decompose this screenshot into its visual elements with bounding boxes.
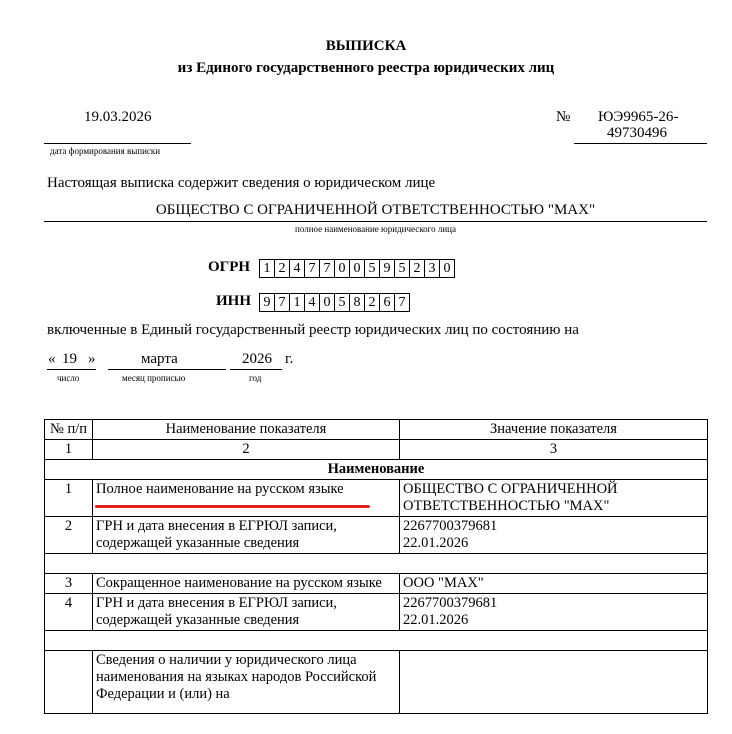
row-indicator-name: Сокращенное наименование на русском языке (93, 574, 400, 594)
ogrn-digit: 0 (349, 259, 365, 278)
row-number (45, 651, 93, 714)
extract-number-line1: ЮЭ9965-26- (598, 109, 679, 125)
grn-date: 22.01.2026 (403, 612, 469, 628)
extract-number-line2: 49730496 (607, 125, 667, 141)
spacer-row (45, 631, 708, 651)
intro-text: Настоящая выписка содержит сведения о юридическом лице (47, 175, 436, 191)
ogrn-cells (260, 259, 455, 278)
ogrn-digit: 5 (364, 259, 380, 278)
ogrn-digit: 0 (439, 259, 455, 278)
year-caption: год (249, 373, 262, 383)
inn-digit: 1 (289, 293, 305, 312)
year-suffix: г. (285, 351, 294, 367)
header-indicator-value: Значение показателя (400, 420, 708, 440)
extract-table (44, 419, 708, 714)
entity-full-name: ОБЩЕСТВО С ОГРАНИЧЕННОЙ ОТВЕТСТВЕННОСТЬЮ "МАХ" (155, 202, 596, 218)
spacer-cell (45, 631, 708, 651)
number-underline (574, 143, 707, 144)
ogrn-digit: 1 (259, 259, 275, 278)
inn-cells (260, 293, 410, 312)
entity-name-caption: полное наименование юридического лица (295, 224, 456, 234)
table-row (45, 651, 708, 714)
inn-digit: 8 (349, 293, 365, 312)
day-underline (47, 369, 96, 370)
header-number: № п/п (45, 420, 93, 440)
as-of-day: 19 (62, 351, 77, 367)
row-indicator-name: Сведения о наличии у юридического лица наименования на языках народов Российской Федерации и (или) на (93, 651, 400, 714)
as-of-year: 2026 (242, 351, 272, 367)
inn-digit: 2 (364, 293, 380, 312)
table-row (45, 480, 708, 517)
row-indicator-name: ГРН и дата внесения в ЕГРЮЛ записи, содержащей указанные сведения (93, 594, 400, 631)
entity-name-underline (44, 221, 707, 222)
row-number: 2 (45, 517, 93, 554)
number-sign: № (556, 109, 571, 125)
ogrn-digit: 2 (274, 259, 290, 278)
document-subtitle: из Единого государственного реестра юридических лиц (177, 60, 555, 76)
ogrn-digit: 4 (289, 259, 305, 278)
as-of-month: марта (141, 351, 178, 367)
date-underline (44, 143, 191, 144)
inn-digit: 4 (304, 293, 320, 312)
inn-digit: 7 (394, 293, 410, 312)
table-header-row (45, 420, 708, 440)
spacer-row (45, 554, 708, 574)
month-caption: месяц прописью (122, 373, 186, 383)
row-indicator-value (400, 594, 708, 631)
inn-digit: 9 (259, 293, 275, 312)
grn-value: 2267700379681 (403, 595, 498, 611)
date-caption: дата формирования выписки (50, 146, 161, 156)
inn-label: ИНН (216, 293, 252, 309)
column-number-2: 2 (93, 440, 400, 460)
ogrn-digit: 7 (319, 259, 335, 278)
row-indicator-name: Полное наименование на русском языке (93, 480, 400, 517)
month-underline (108, 369, 226, 370)
section-row (45, 460, 708, 480)
inn-digit: 0 (319, 293, 335, 312)
state-text: включенные в Единый государственный реестр юридических лиц по состоянию на (47, 322, 579, 338)
inn-digit: 7 (274, 293, 290, 312)
inn-digit: 6 (379, 293, 395, 312)
table-row (45, 517, 708, 554)
ogrn-digit: 9 (379, 259, 395, 278)
red-highlight-underline (95, 505, 370, 508)
row-indicator-value: ООО "МАХ" (400, 574, 708, 594)
section-title: Наименование (45, 460, 708, 480)
header-indicator-name: Наименование показателя (93, 420, 400, 440)
inn-digit: 5 (334, 293, 350, 312)
ogrn-digit: 3 (424, 259, 440, 278)
table-numbering-row (45, 440, 708, 460)
row-indicator-value (400, 517, 708, 554)
ogrn-digit: 7 (304, 259, 320, 278)
day-close-quote: » (88, 351, 96, 367)
ogrn-digit: 2 (409, 259, 425, 278)
row-indicator-value (400, 651, 708, 714)
column-number-1: 1 (45, 440, 93, 460)
day-caption: число (57, 373, 80, 383)
year-underline (230, 369, 282, 370)
spacer-cell (45, 554, 708, 574)
ogrn-label: ОГРН (208, 259, 251, 275)
row-number: 1 (45, 480, 93, 517)
row-number: 4 (45, 594, 93, 631)
day-open-quote: « (48, 351, 56, 367)
document-title: ВЫПИСКА (325, 38, 407, 54)
table-row (45, 574, 708, 594)
ogrn-digit: 5 (394, 259, 410, 278)
row-number: 3 (45, 574, 93, 594)
grn-date: 22.01.2026 (403, 535, 469, 551)
table-row (45, 594, 708, 631)
formation-date: 19.03.2026 (84, 109, 152, 125)
column-number-3: 3 (400, 440, 708, 460)
row-indicator-value: ОБЩЕСТВО С ОГРАНИЧЕННОЙ ОТВЕТСТВЕННОСТЬЮ "МАХ" (400, 480, 708, 517)
row-indicator-name: ГРН и дата внесения в ЕГРЮЛ записи, содержащей указанные сведения (93, 517, 400, 554)
ogrn-digit: 0 (334, 259, 350, 278)
grn-value: 2267700379681 (403, 518, 498, 534)
